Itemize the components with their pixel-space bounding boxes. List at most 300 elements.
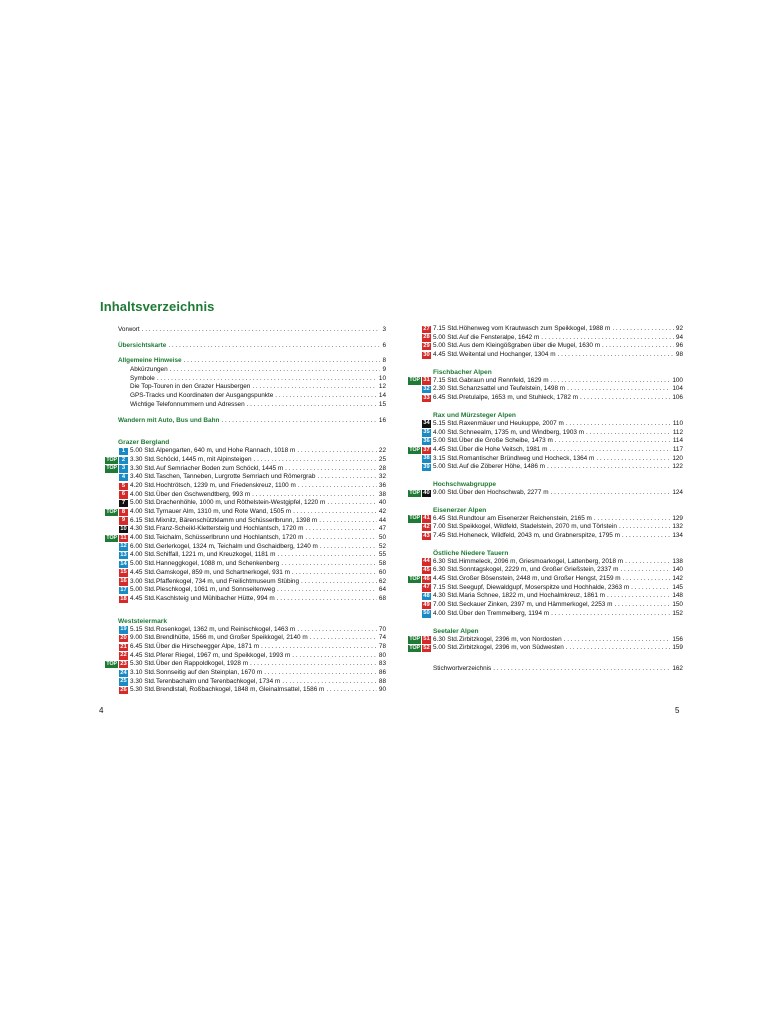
dot-leader — [551, 489, 671, 498]
tour-number-badge: 29 — [423, 343, 430, 350]
dot-leader — [157, 375, 377, 384]
tour-page-number: 80 — [378, 651, 386, 659]
tour-number-badge: 8 — [119, 509, 128, 516]
toc-entry-title: GPS-Tracks und Koordinaten der Ausgangspunkte — [130, 392, 274, 400]
tour-page-number: 60 — [378, 568, 386, 576]
toc-entry-title: Die Top-Touren in den Grazer Hausbergen — [130, 383, 251, 391]
tour-page-number: 98 — [675, 351, 683, 359]
tour-duration: 5.00 Std. — [433, 437, 459, 445]
tour-title: Taschen, Tanneben, Lurgrotte Semriach und Römergrab — [156, 473, 316, 481]
top-badge: TOP — [106, 508, 117, 515]
tour-entry — [403, 463, 683, 472]
tour-title: Hoheneck, Wildfeld, 2043 m, und Grabnerspitze, 1795 m — [459, 532, 620, 539]
tour-title: Gamskogel, 859 m, und Schartnerkogel, 931 m — [156, 568, 290, 576]
tour-duration: 3.30 Std. — [130, 464, 156, 472]
tour-page-number: 68 — [378, 594, 386, 602]
tour-number-badge: 16 — [120, 578, 127, 585]
tour-title: Tyrnauer Alm, 1310 m, und Rote Wand, 1505 m — [156, 508, 292, 515]
tour-badges — [403, 524, 431, 531]
tour-entry — [403, 610, 683, 619]
tour-title: Drachenhöhle, 1000 m, und Röthelstein-Westgipfel, 1220 m — [156, 499, 326, 507]
page-number-right: 5 — [675, 706, 680, 715]
toc-entry — [100, 375, 386, 384]
toc-entry-title: Abkürzungen — [130, 366, 168, 374]
tour-title: Aus dem Kleingößgraben über die Mugel, 1630 m — [459, 342, 601, 350]
tour-title: Über die Hohe Veitsch, 1981 m — [459, 445, 548, 453]
tour-badges — [100, 457, 128, 464]
toc-title: Inhaltsverzeichnis — [100, 299, 215, 314]
dot-leader — [297, 626, 377, 635]
dot-leader — [326, 686, 377, 695]
dot-leader — [252, 383, 377, 392]
toc-entry — [100, 326, 386, 335]
tour-badges — [403, 636, 431, 643]
tour-entry — [100, 499, 386, 508]
tour-title: Über die Hirscheegger Alpe, 1871 m — [156, 642, 260, 650]
tour-title: Zirbitzkogel, 2396 m, von Südwesten — [459, 644, 564, 652]
tour-title: Schöckl, 1445 m, mit Alpinsteigen — [156, 455, 252, 463]
tour-number-badge: 20 — [120, 634, 127, 641]
tour-number-badge: 6 — [119, 491, 128, 498]
tour-entry — [403, 592, 683, 601]
tour-duration: 5.00 Std. — [433, 342, 459, 350]
section-heading: Grazer Bergland — [118, 439, 170, 447]
tour-entry — [100, 569, 386, 578]
tour-badges — [100, 552, 128, 559]
tour-duration: 4.00 Std. — [130, 551, 156, 559]
tour-entry — [100, 560, 386, 569]
tour-entry — [403, 420, 683, 429]
tour-title: Pfaffenkogel, 734 m, und Freilichtmuseum Stübing — [156, 577, 300, 585]
tour-title: Auf Semriacher Boden zum Schöckl, 1445 m — [156, 464, 284, 472]
top-badge: TOP — [409, 515, 420, 522]
tour-number-badge: 38 — [423, 455, 430, 462]
tour-title: Seegupf, Diewaldgupf, Moserspitze und Hochhalde, 2363 m — [459, 583, 630, 591]
tour-page-number: 117 — [672, 445, 683, 453]
tour-entry — [100, 508, 386, 517]
tour-title: Höhenweg vom Krautwasch zum Speikkogel, 1988 m — [459, 325, 611, 332]
tour-number-badge: 50 — [423, 610, 430, 617]
tour-title: Weitental und Hochanger, 1304 m — [459, 351, 556, 359]
tour-entry — [100, 634, 386, 643]
tour-entry — [100, 586, 386, 595]
tour-page-number: 44 — [378, 516, 386, 524]
tour-page-number: 142 — [672, 575, 683, 583]
tour-page-number: 104 — [672, 385, 683, 393]
dot-leader — [555, 437, 671, 446]
tour-title: Pleschkogel, 1061 m, und Sonnseitenweg — [156, 586, 276, 594]
tour-duration: 6.45 Std. — [130, 642, 156, 650]
tour-badges — [403, 395, 431, 402]
dot-leader — [261, 643, 377, 652]
tour-number-badge: 18 — [120, 595, 127, 602]
dot-leader — [547, 463, 670, 472]
tour-duration: 4.00 Std. — [130, 490, 156, 498]
tour-badges — [100, 578, 128, 585]
tour-duration: 5.30 Std. — [130, 686, 156, 694]
tour-badges — [403, 584, 431, 591]
dot-leader — [285, 465, 377, 474]
tour-page-number: 25 — [378, 455, 386, 463]
tour-entry — [403, 377, 683, 386]
dot-leader — [319, 517, 377, 526]
top-badge: TOP — [409, 489, 420, 496]
dot-leader — [305, 525, 376, 534]
dot-leader — [281, 560, 377, 569]
tour-entry — [403, 644, 683, 653]
tour-page-number: 90 — [378, 686, 386, 694]
tour-badges — [100, 517, 128, 524]
tour-badges — [100, 465, 128, 472]
section-heading: Rax und Mürzsteger Alpen — [433, 411, 516, 419]
tour-title: Großer Bösenstein, 2448 m, und Großer Hengst, 2159 m — [459, 575, 621, 583]
tour-duration: 7.00 Std. — [433, 523, 459, 531]
tour-page-number: 96 — [675, 342, 683, 350]
tour-duration: 6.15 Std. — [130, 516, 156, 524]
spacer — [100, 335, 386, 342]
tour-badges — [100, 652, 128, 659]
toc-entry-index — [403, 665, 683, 674]
dot-leader — [277, 595, 377, 604]
tour-page-number: 86 — [378, 669, 386, 676]
tour-badges — [403, 455, 431, 462]
tour-title: Über den Gschwendtberg, 993 m — [156, 490, 251, 498]
toc-entry-title: Allgemeine Hinweise — [118, 357, 182, 365]
dot-leader — [623, 575, 671, 584]
tour-number-badge: 27 — [423, 325, 430, 332]
tour-badges — [100, 569, 128, 576]
top-badge: TOP — [106, 660, 117, 667]
tour-badges — [403, 593, 431, 600]
tour-entry — [100, 465, 386, 474]
tour-page-number: 112 — [672, 428, 683, 436]
tour-title: Himmeleck, 2096 m, Griesmoarkogel, Lattenberg, 2018 m — [459, 557, 624, 565]
tour-badges — [100, 635, 128, 642]
tour-duration: 5.00 Std. — [433, 333, 459, 341]
dot-leader — [301, 578, 377, 587]
top-badge: TOP — [409, 377, 420, 384]
tour-badges — [100, 644, 128, 651]
tour-page-number: 114 — [672, 437, 683, 445]
dot-leader — [566, 420, 671, 429]
tour-number-badge: 48 — [423, 593, 430, 600]
left-page — [100, 296, 386, 695]
tour-badges — [403, 334, 431, 341]
tour-title: Über den Rappoldkogel, 1928 m — [156, 660, 249, 668]
tour-duration: 6.30 Std. — [433, 566, 459, 574]
toc-entry — [100, 366, 386, 375]
tour-number-badge: 28 — [423, 334, 430, 341]
tour-duration: 4.00 Std. — [130, 508, 156, 515]
tour-title: Gabraun und Rennfeld, 1629 m — [459, 376, 549, 384]
dot-leader — [607, 592, 670, 601]
tour-duration: 4.45 Std. — [433, 575, 459, 583]
tour-duration: 6.30 Std. — [433, 635, 459, 643]
tour-entry — [403, 394, 683, 403]
tour-duration: 5.00 Std. — [433, 644, 459, 652]
tour-page-number: 124 — [672, 488, 683, 496]
tour-entry — [100, 534, 386, 543]
section-heading: Fischbacher Alpen — [433, 368, 492, 376]
tour-badges — [403, 420, 431, 427]
tour-page-number: 38 — [378, 490, 386, 498]
tour-duration: 4.45 Std. — [130, 568, 156, 576]
tour-badges — [100, 561, 128, 568]
section-heading: Weststeiermark — [118, 617, 167, 625]
toc-entry-title: Vorwort — [118, 326, 140, 333]
dot-leader — [541, 334, 674, 343]
tour-title: Schanzsattel und Teufelstein, 1498 m — [459, 385, 566, 393]
tour-page-number: 145 — [672, 583, 683, 591]
tour-number-badge: 45 — [423, 567, 430, 574]
top-badge: TOP — [106, 465, 117, 472]
top-badge: TOP — [106, 534, 117, 541]
tour-title: Brendlstall, Roßbachkogel, 1848 m, Gleinalmsattel, 1586 m — [156, 686, 325, 694]
dot-leader — [622, 532, 670, 541]
tour-page-number: 152 — [672, 609, 683, 617]
tour-duration: 4.30 Std. — [433, 592, 459, 600]
tour-duration: 4.45 Std. — [433, 445, 459, 453]
dot-leader — [297, 447, 377, 456]
dot-leader — [596, 455, 670, 464]
tour-number-badge: 37 — [423, 446, 430, 453]
section-heading: Eisenerzer Alpen — [433, 506, 487, 514]
tour-badges — [403, 602, 431, 609]
tour-entry — [100, 669, 386, 678]
tour-duration: 5.00 Std. — [433, 463, 459, 471]
tour-page-number: 36 — [378, 481, 386, 489]
tour-page-number: 88 — [378, 677, 386, 685]
toc-page-number: 10 — [378, 374, 386, 382]
tour-entry — [100, 678, 386, 687]
tour-duration: 6.45 Std. — [433, 514, 459, 522]
toc-left-column — [100, 326, 386, 695]
tour-title: Brendlhütte, 1566 m, und Großer Speikkogel, 2140 m — [156, 634, 308, 642]
dot-leader — [298, 482, 377, 491]
tour-entry — [100, 456, 386, 465]
tour-number-badge: 30 — [423, 351, 430, 358]
tour-title: Sonnseitig auf den Steinplan, 1670 m — [156, 669, 263, 676]
tour-badges — [403, 610, 431, 617]
tour-entry — [403, 351, 683, 360]
tour-title: Speikkogel, Wildfeld, Stadelstein, 2070 m, und Törlstein — [459, 523, 617, 531]
tour-number-badge: 26 — [120, 687, 127, 694]
tour-number-badge: 47 — [423, 584, 430, 591]
tour-page-number: 150 — [672, 601, 683, 609]
tour-duration: 4.30 Std. — [130, 525, 156, 533]
tour-number-badge: 25 — [120, 678, 127, 685]
dot-leader — [168, 342, 380, 351]
tour-title: Auf die Zöberer Höhe, 1486 m — [459, 463, 545, 471]
top-badge: TOP — [106, 456, 117, 463]
spacer — [100, 350, 386, 357]
tour-title: Raxenmäuer und Heukuppe, 2007 m — [459, 419, 564, 427]
tour-badges — [403, 515, 431, 522]
tour-number-badge: 31 — [423, 377, 430, 384]
dot-leader — [602, 342, 674, 351]
tour-entry — [403, 584, 683, 593]
dot-leader — [277, 586, 377, 595]
tour-page-number: 110 — [672, 419, 683, 427]
tour-badges — [403, 558, 431, 565]
dot-leader — [586, 429, 671, 438]
tour-number-badge: 39 — [423, 463, 430, 470]
tour-title: Seckauer Zinken, 2397 m, und Hämmerkogel, 2253 m — [459, 601, 613, 609]
tour-number-badge: 24 — [120, 669, 127, 676]
tour-number-badge: 46 — [423, 575, 430, 582]
tour-entry — [100, 660, 386, 669]
tour-page-number: 100 — [672, 376, 683, 384]
tour-badges — [403, 429, 431, 436]
dot-leader — [170, 366, 381, 375]
tour-page-number: 140 — [672, 566, 683, 574]
tour-page-number: 50 — [378, 534, 386, 542]
tour-entry — [403, 566, 683, 575]
top-badge: TOP — [409, 644, 420, 651]
tour-page-number: 55 — [378, 551, 386, 559]
tour-page-number: 120 — [672, 454, 683, 462]
tour-duration: 9.00 Std. — [130, 634, 156, 642]
tour-title: Auf die Fensteralpe, 1642 m — [459, 333, 540, 341]
tour-duration: 5.00 Std. — [130, 586, 156, 594]
dot-leader — [254, 456, 377, 465]
tour-entry — [403, 601, 683, 610]
toc-entry — [100, 401, 386, 410]
tour-duration: 4.45 Std. — [130, 651, 156, 659]
dot-leader — [305, 534, 376, 543]
page-number-left: 4 — [99, 706, 104, 715]
tour-badges — [100, 687, 128, 694]
tour-entry — [100, 551, 386, 560]
dot-leader — [247, 401, 377, 410]
dot-leader — [567, 385, 670, 394]
tour-title: Über die Große Scheibe, 1473 m — [459, 437, 553, 445]
toc-entry — [100, 383, 386, 392]
tour-number-badge: 36 — [423, 437, 430, 444]
tour-duration: 7.15 Std. — [433, 376, 459, 384]
tour-duration: 3.30 Std. — [130, 677, 156, 685]
tour-number-badge: 19 — [120, 626, 127, 633]
dot-leader — [614, 601, 670, 610]
tour-title: Franz-Scheikl-Klettersteig und Hochlantsch, 1720 m — [156, 525, 304, 533]
tour-badges — [100, 596, 128, 603]
top-badge: TOP — [409, 636, 420, 643]
dot-leader — [292, 569, 377, 578]
tour-number-badge: 35 — [423, 429, 430, 436]
tour-badges — [100, 587, 128, 594]
tour-number-badge: 9 — [119, 517, 128, 524]
dot-leader — [566, 644, 671, 653]
tour-page-number: 40 — [378, 499, 386, 507]
tour-entry — [100, 517, 386, 526]
toc-page-number: 3 — [382, 326, 386, 333]
tour-entry — [403, 489, 683, 498]
dot-leader — [310, 634, 377, 643]
tour-badges — [100, 500, 128, 507]
dot-leader — [221, 417, 376, 426]
tour-badges — [403, 386, 431, 393]
tour-number-badge: 5 — [119, 483, 128, 490]
tour-page-number: 52 — [378, 542, 386, 550]
tour-entry — [403, 437, 683, 446]
tour-number-badge: 40 — [423, 489, 430, 496]
section-heading: Seetaler Alpen — [433, 627, 479, 635]
tour-duration: 3.30 Std. — [130, 455, 156, 463]
tour-page-number: 134 — [672, 532, 683, 539]
section-heading: Östliche Niedere Tauern — [433, 549, 509, 557]
dot-leader — [549, 446, 670, 455]
tour-badges — [403, 645, 431, 652]
tour-number-badge: 42 — [423, 523, 430, 530]
top-badge: TOP — [409, 446, 420, 453]
toc-page-number: 8 — [382, 357, 386, 365]
dot-leader — [619, 523, 670, 532]
dot-leader — [564, 636, 671, 645]
tour-page-number: 106 — [672, 394, 683, 402]
tour-number-badge: 44 — [423, 558, 430, 565]
tour-number-badge: 23 — [120, 660, 127, 667]
tour-page-number: 129 — [672, 514, 683, 522]
tour-duration: 4.45 Std. — [433, 351, 459, 359]
tour-badges — [403, 567, 431, 574]
tour-duration: 4.20 Std. — [130, 481, 156, 489]
toc-page-number: 9 — [382, 366, 386, 374]
tour-page-number: 138 — [672, 557, 683, 565]
tour-number-badge: 34 — [423, 420, 430, 427]
tour-page-number: 47 — [378, 525, 386, 533]
dot-leader — [184, 357, 381, 366]
tour-entry — [100, 643, 386, 652]
tour-badges — [100, 483, 128, 490]
tour-number-badge: 52 — [423, 644, 430, 651]
tour-badges — [403, 343, 431, 350]
tour-number-badge: 33 — [423, 394, 430, 401]
tour-badges — [100, 474, 128, 481]
tour-duration: 3.40 Std. — [130, 473, 156, 481]
tour-page-number: 156 — [672, 635, 683, 643]
tour-title: Hochtrötsch, 1239 m, und Friedenskreuz, 1100 m — [156, 481, 296, 489]
tour-badges — [100, 526, 128, 533]
tour-title: Alpengarten, 640 m, und Hohe Rannach, 1018 m — [156, 447, 296, 455]
dot-leader — [275, 392, 377, 401]
tour-title: Zirbitzkogel, 2396 m, von Nordosten — [459, 635, 562, 643]
tour-entry — [100, 525, 386, 534]
tour-page-number: 92 — [675, 325, 683, 332]
tour-duration: 7.15 Std. — [433, 325, 459, 332]
tour-duration: 5.15 Std. — [433, 419, 459, 427]
tour-page-number: 122 — [672, 463, 683, 471]
dot-leader — [320, 543, 377, 552]
toc-entry — [100, 392, 386, 401]
tour-duration: 5.00 Std. — [130, 447, 156, 455]
dot-leader — [612, 325, 674, 334]
tour-badges — [403, 447, 431, 454]
tour-number-badge: 7 — [119, 500, 128, 507]
tour-page-number: 94 — [675, 333, 683, 341]
dot-leader — [625, 558, 670, 567]
tour-number-badge: 49 — [423, 601, 430, 608]
tour-duration: 5.00 Std. — [130, 499, 156, 507]
toc-entry-title: Stichwortverzeichnis — [433, 664, 492, 672]
dot-leader — [327, 499, 377, 508]
tour-entry — [100, 595, 386, 604]
tour-page-number: 74 — [378, 634, 386, 642]
tour-badges — [403, 533, 431, 540]
tour-duration: 5.15 Std. — [130, 625, 156, 633]
tour-page-number: 22 — [378, 447, 386, 455]
tour-number-badge: 14 — [120, 560, 127, 567]
tour-number-badge: 15 — [120, 569, 127, 576]
